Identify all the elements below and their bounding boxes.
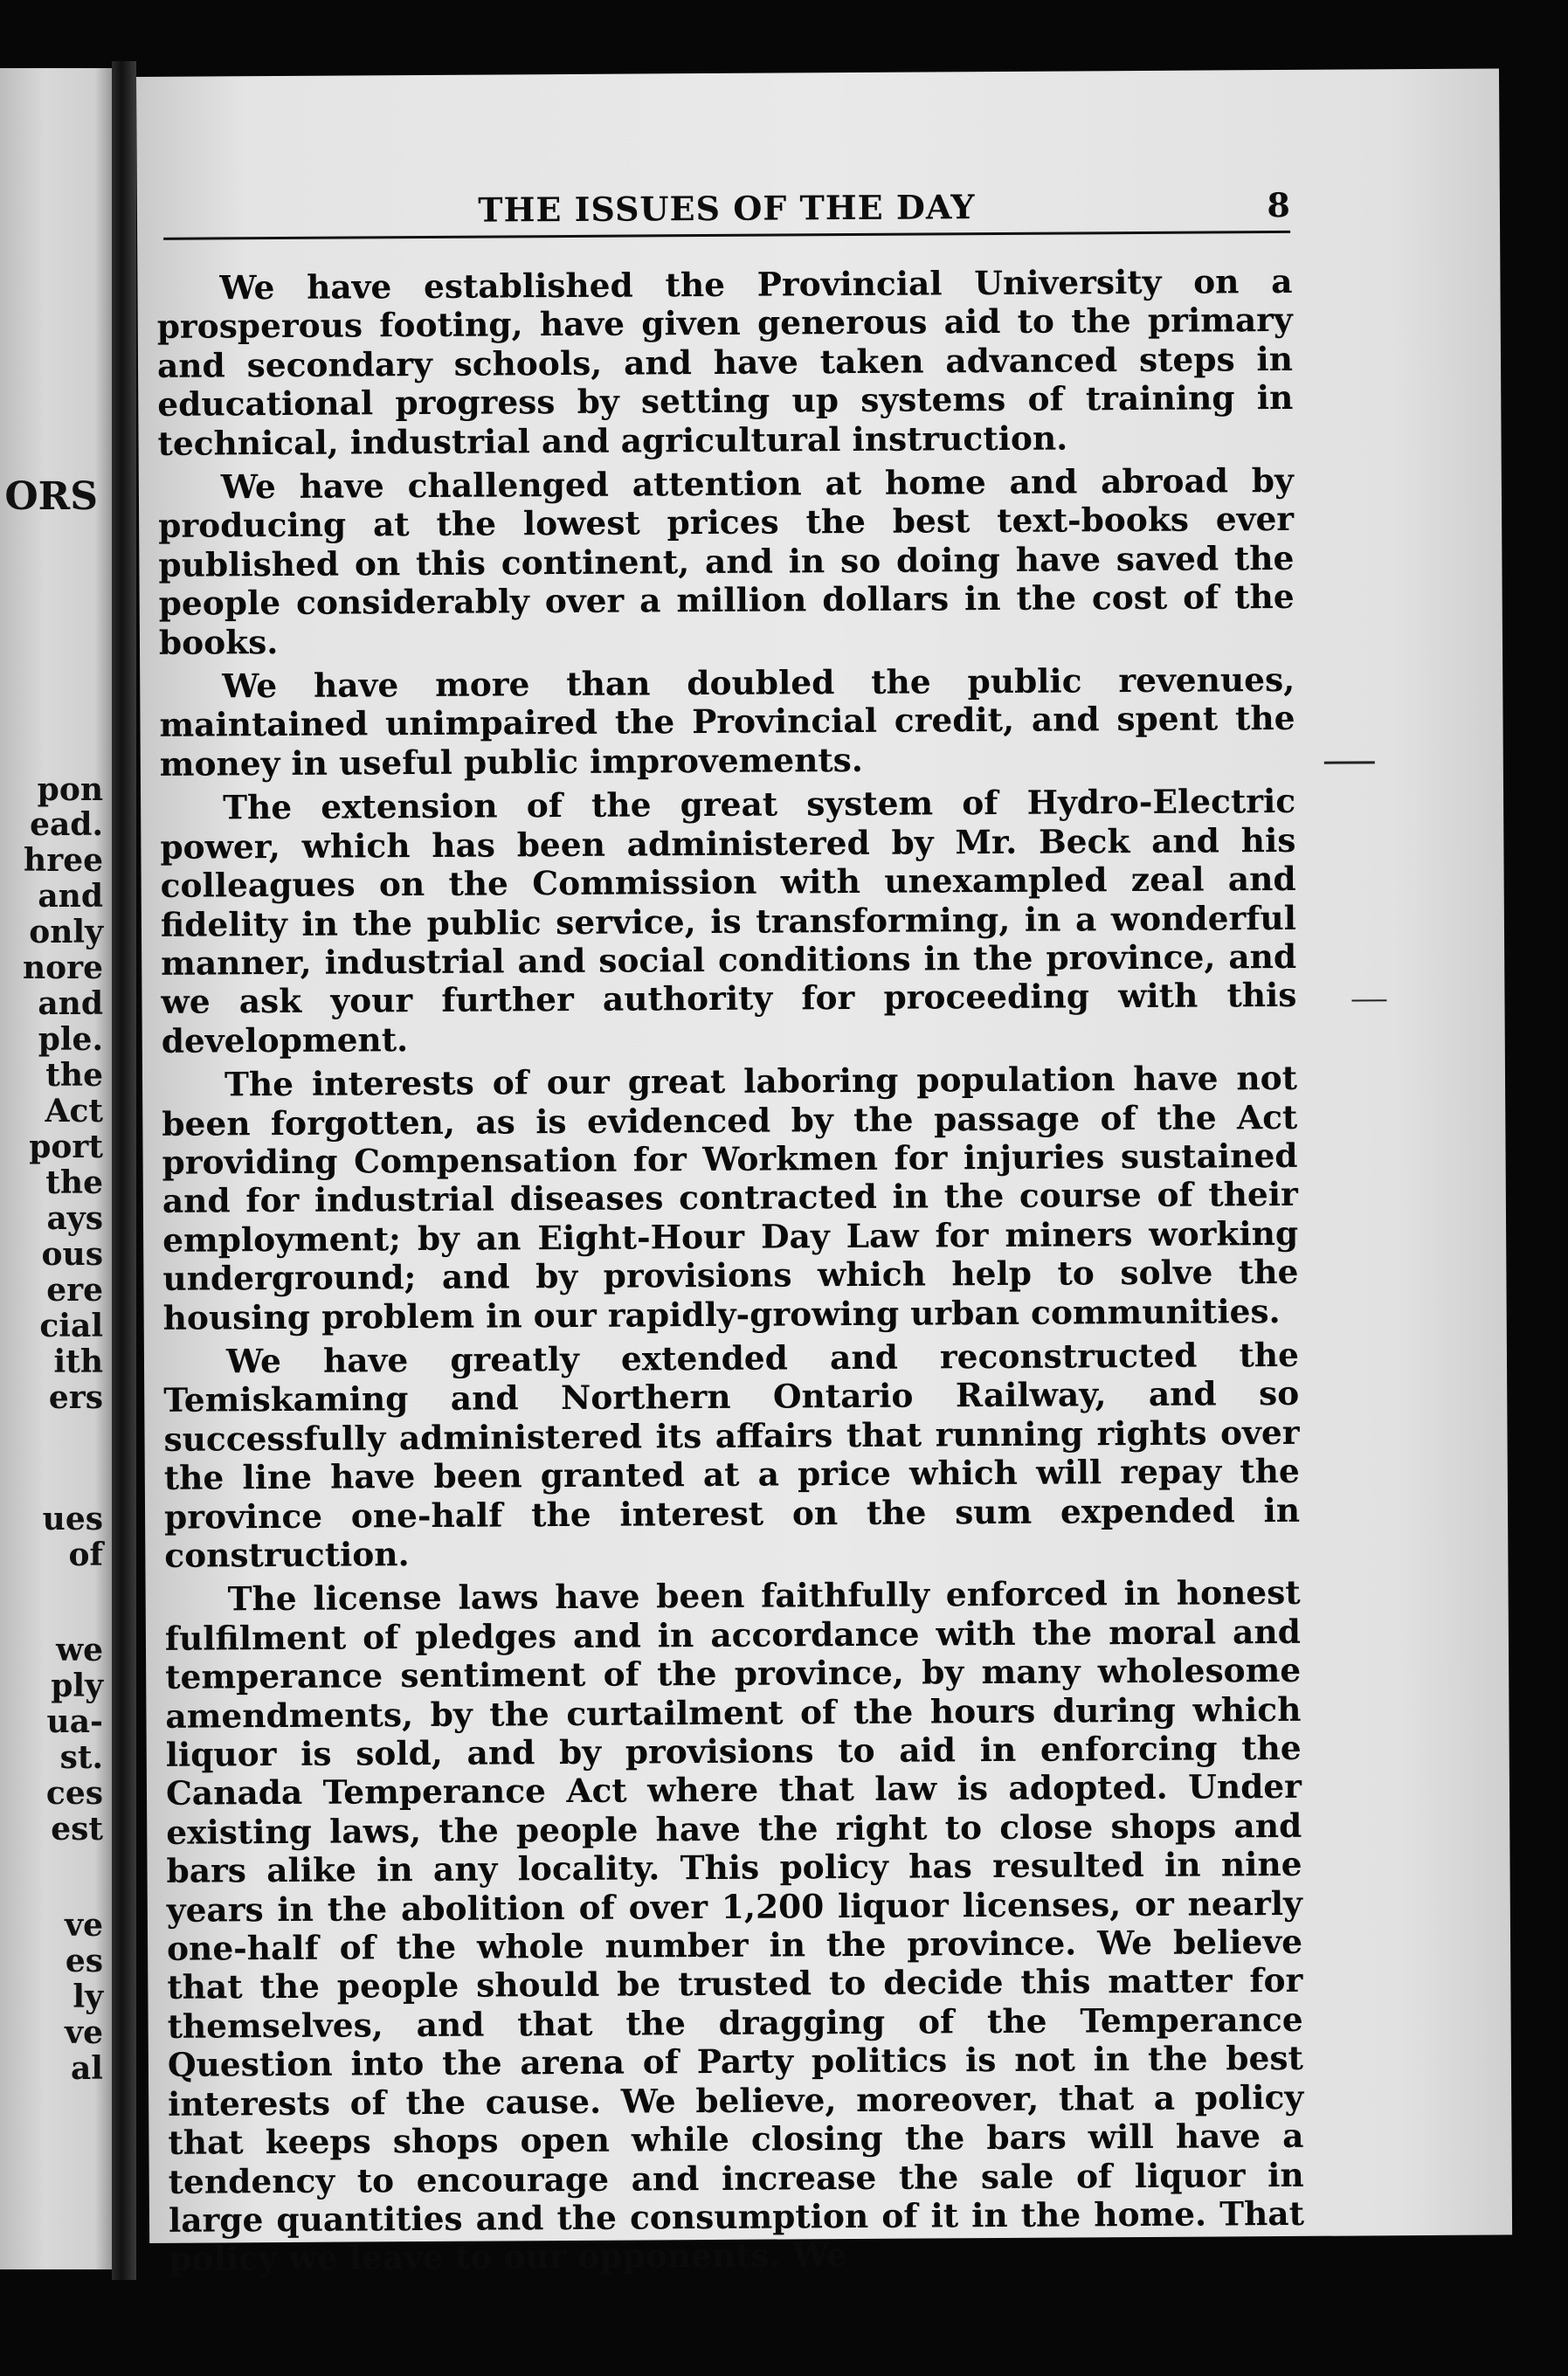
left-page-line-fragment: the <box>45 1057 103 1094</box>
left-page-line-fragments <box>0 68 112 2269</box>
left-facing-page <box>0 68 112 2269</box>
margin-mark <box>1351 999 1386 1001</box>
left-page-line-fragment: nore <box>22 950 103 986</box>
left-page-line-fragment: ays <box>46 1200 103 1237</box>
left-page-line-fragment: ere <box>46 1272 103 1309</box>
left-page-line-fragment: ve <box>65 1907 103 1944</box>
left-page-line-fragment: only <box>29 914 103 950</box>
paragraph: We have established the Provincial University on a prosperous footing, have given generous aid to the primary and secondary schools, and have taken advanced steps in educational progress by setting up systems of training in technical, industrial and agricultural instruction. <box>156 261 1294 463</box>
left-page-line-fragment: est <box>51 1811 103 1848</box>
left-page-heading-fragment: ORS <box>4 474 98 519</box>
paragraph: We have greatly extended and reconstructed the Temiskaming and Northern Ontario Railway, and so successfully administered its affairs that running rights over the line have been granted at a price which will repay the province one-half the interest on the sum expended in construction. <box>163 1335 1301 1575</box>
running-header <box>163 185 1290 240</box>
left-page-line-fragment: ve <box>65 2014 103 2051</box>
left-page-line-fragment: ply <box>51 1668 103 1704</box>
paragraph: The license laws have been faithfully enforced in honest fulfilment of pledges and in accordance with the moral and temperance sentiment of the province, by many wholesome amendments, by the curtailment of the hours during which liquor is sold, and by provisions to aid in enforcing the Canada Temperance Act where that law is adopted. Under existing laws, the people have the right to close shops and bars alike in any locality. This policy has resulted in nine years in the abolition of over 1,200 liquor licenses, or nearly one-half of the whole number in the province. We believe that the people should be trusted to decide this matter for themselves, and that the dragging of the Temperance Question into the arena of Party politics is not in the best interests of the cause. We believe, moreover, that a policy that keeps shops open while closing the bars will have a tendency to encourage and increase the sale of liquor in large quantities and the consumption of it in the home. That policy we leave to our opponents. We <box>164 1573 1305 2279</box>
left-page-line-fragment: we <box>56 1632 103 1668</box>
page-number: 8 <box>1267 184 1291 225</box>
left-page-line-fragment: port <box>29 1129 103 1165</box>
left-page-line-fragment: and <box>38 985 103 1022</box>
left-page-line-fragment: Act <box>45 1093 103 1129</box>
left-page-line-fragment: ua- <box>46 1703 103 1740</box>
left-page-line-fragment: ith <box>53 1343 103 1380</box>
running-title: THE ISSUES OF THE DAY <box>478 187 976 230</box>
page-body <box>156 262 1304 2284</box>
book-gutter <box>112 61 136 2280</box>
left-page-line-fragment: hree <box>24 842 103 879</box>
paragraph: The extension of the great system of Hydro-Electric power, which has been administered by Mr. Beck and his colleagues on the Commission with unexampled zeal and fidelity in the public service, is transforming, in a wonderful manner, industrial and social conditions in the province, and we ask your further authority for proceeding with this development. <box>160 782 1297 1060</box>
left-page-line-fragment: st. <box>59 1739 103 1776</box>
paragraph: We have more than doubled the public revenues, maintained unimpaired the Provincial credit, and spent the money in useful public improvements. <box>159 660 1295 784</box>
left-page-line-fragment: pon <box>37 771 103 808</box>
left-page-line-fragment: cial <box>39 1308 103 1344</box>
book-page <box>136 68 1512 2279</box>
left-page-line-fragment: and <box>38 878 103 915</box>
paragraph: We have challenged attention at home and abroad by producing at the lowest prices the best text-books ever published on this continent, and in so doing have saved the people considerably over a million dollars in the cost of the books. <box>158 460 1295 662</box>
left-page-line-fragment: ead. <box>30 806 103 843</box>
paragraph: The interests of our great laboring population have not been forgotten, as is evidenced by the passage of the Act providing Compensation for Workmen for injuries sustained and for industrial diseases contracted in the course of their employment; by an Eight-Hour Day Law for miners working underground; and by provisions which help to solve the housing problem in our rapidly-growing urban communities. <box>162 1059 1299 1337</box>
left-page-line-fragment: ers <box>48 1379 103 1416</box>
left-page-line-fragment: al <box>70 2050 103 2087</box>
left-page-line-fragment: the <box>45 1164 103 1201</box>
left-page-line-fragment: ly <box>73 1979 103 2015</box>
left-page-line-fragment: ues <box>42 1501 103 1537</box>
margin-mark <box>1324 761 1375 763</box>
left-page-line-fragment: es <box>65 1943 103 1979</box>
left-page-line-fragment: of <box>68 1537 103 1573</box>
left-page-line-fragment: ous <box>41 1236 103 1273</box>
left-page-line-fragment: ces <box>45 1775 103 1812</box>
left-page-line-fragment: ple. <box>38 1021 103 1058</box>
